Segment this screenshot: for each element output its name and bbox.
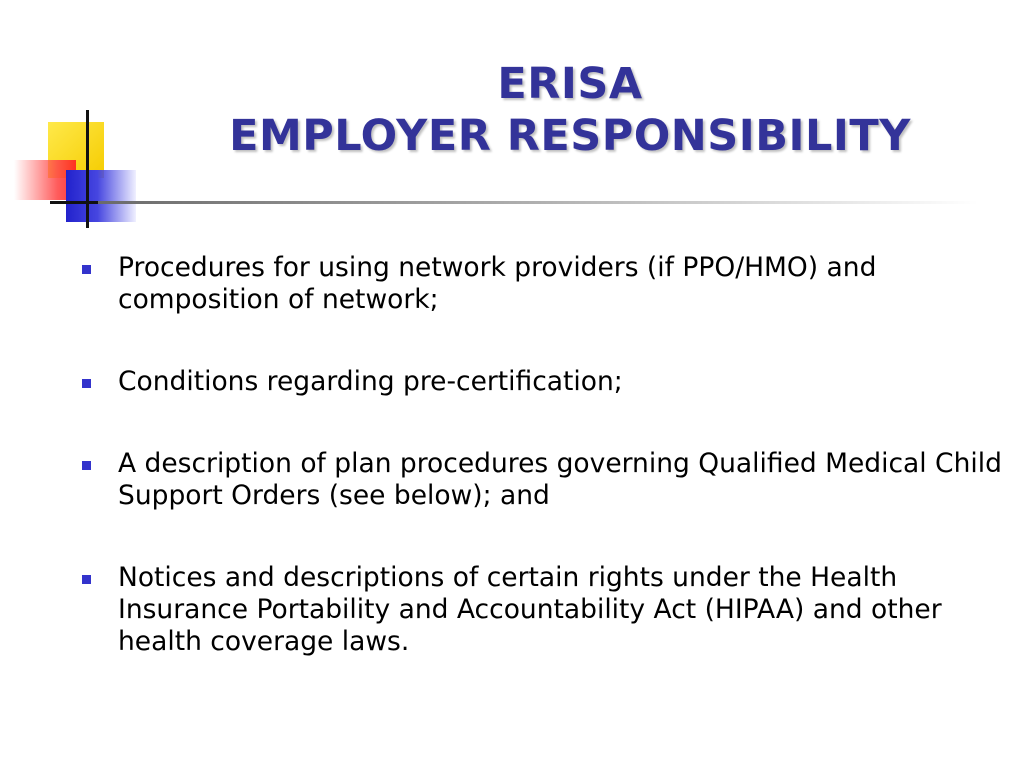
bullet-text: A description of plan procedures governing Qualified Medical Child Support Orders (see below); and: [118, 448, 1002, 511]
square-bullet-icon: [82, 265, 91, 274]
bullet-item: [80, 562, 1010, 658]
title-line-1: ERISA: [497, 59, 643, 109]
title-underline-rule: [98, 201, 978, 204]
bullet-item: [80, 448, 1010, 512]
bullet-text: Conditions regarding pre-certification;: [118, 366, 623, 397]
bullet-item: [80, 252, 1010, 316]
bullet-list: [80, 252, 1010, 708]
slide-title: [140, 58, 1000, 162]
square-bullet-icon: [82, 461, 91, 470]
bullet-text: Notices and descriptions of certain rights under the Health Insurance Portability and Accountability Act (HIPAA) and other health coverage laws.: [118, 562, 942, 657]
vertical-line-shape: [86, 110, 89, 228]
bullet-item: [80, 366, 1010, 398]
square-bullet-icon: [82, 575, 91, 584]
bullet-text: Procedures for using network providers (if PPO/HMO) and composition of network;: [118, 252, 877, 315]
decorative-squares-logo: [0, 0, 160, 240]
blue-square-shape: [66, 170, 136, 222]
square-bullet-icon: [82, 379, 91, 388]
horizontal-line-shape: [50, 201, 98, 204]
title-line-2: EMPLOYER RESPONSIBILITY: [229, 111, 911, 161]
